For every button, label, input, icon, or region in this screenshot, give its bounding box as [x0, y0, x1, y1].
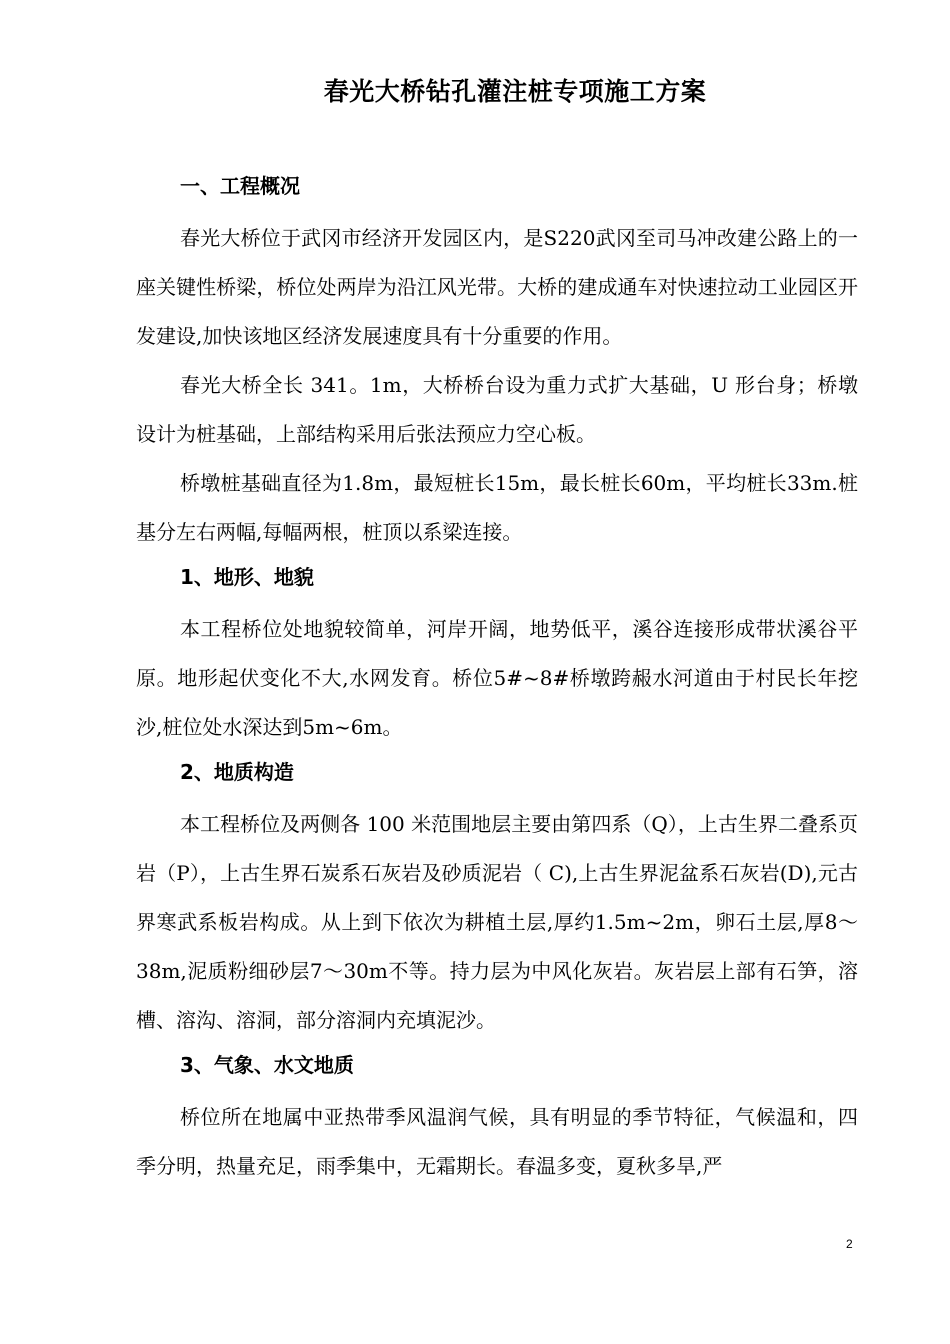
paragraph-climate: 桥位所在地属中亚热带季风温润气候，具有明显的季节特征，气候温和，四季分明，热量充足，雨季集中，无霜期长。春温多变，夏秋多旱,严 [136, 1105, 858, 1178]
document-body [136, 166, 858, 1191]
page-number: 2 [846, 1237, 853, 1251]
document-title: 春光大桥钻孔灌注桩专项施工方案 [323, 77, 707, 106]
paragraph-overview-location: 春光大桥位于武冈市经济开发园区内，是S220武冈至司马冲改建公路上的一座关键性桥梁，桥位处两岸为沿江风光带。大桥的建成通车对快速拉动工业园区开发建设,加快该地区经济发展速度具有十分重要的作用。 [136, 226, 858, 348]
section-heading-geology: 2、地质构造 [180, 760, 294, 784]
paragraph-overview-length: 春光大桥全长 341。1m，大桥桥台设为重力式扩大基础，U 形台身；桥墩设计为桩基础，上部结构采用后张法预应力空心板。 [136, 373, 858, 446]
paragraph-terrain: 本工程桥位处地貌较简单，河岸开阔，地势低平，溪谷连接形成带状溪谷平原。地形起伏变化不大,水网发育。桥位5#~8#桥墩跨赧水河道由于村民长年挖沙,桩位处水深达到5m~6m。 [136, 617, 858, 739]
section-heading-terrain: 1、地形、地貌 [180, 565, 314, 589]
paragraph-overview-piles: 桥墩桩基础直径为1.8m，最短桩长15m，最长桩长60m，平均桩长33m.桩基分左右两幅,每幅两根，桩顶以系梁连接。 [136, 471, 858, 544]
paragraph-geology: 本工程桥位及两侧各 100 米范围地层主要由第四系（Q），上古生界二叠系页岩（P），上古生界石炭系石灰岩及砂质泥岩（ C),上古生界泥盆系石灰岩(D),元古界寒武系板岩构成。从上到下依次为耕植土层,厚约1.5m~2m，卵石土层,厚8～38m,泥质粉细砂层7～30m不等。持力层为中风化灰岩。灰岩层上部有石笋，溶槽、溶沟、溶洞，部分溶洞内充填泥沙。 [136, 812, 858, 1032]
section-heading-overview: 一、工程概况 [180, 174, 300, 198]
section-heading-climate: 3、气象、水文地质 [180, 1053, 354, 1077]
